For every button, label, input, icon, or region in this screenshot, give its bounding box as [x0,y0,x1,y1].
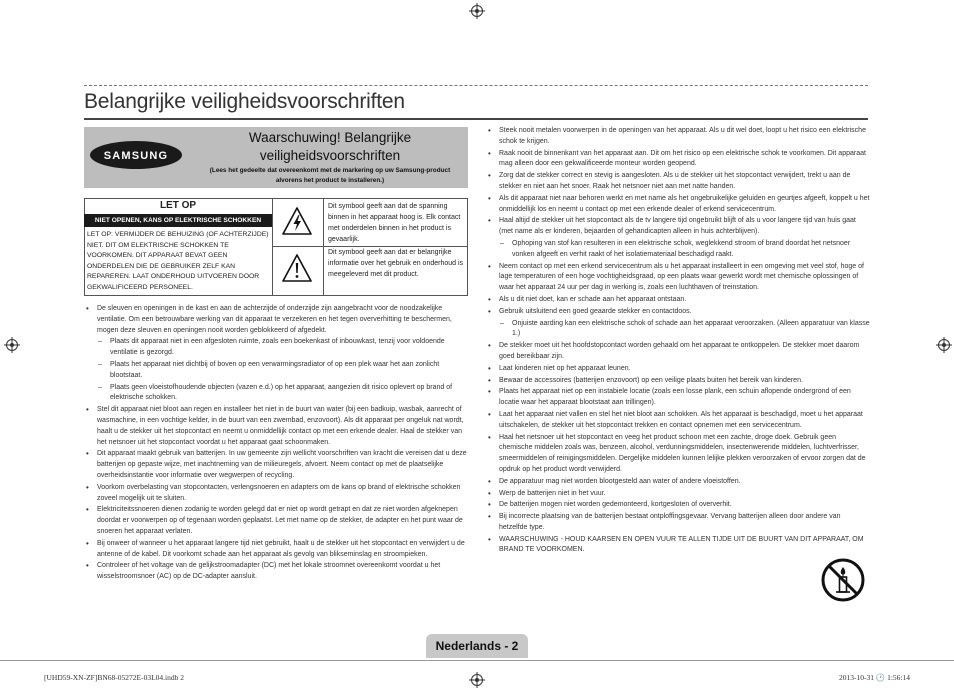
list-item: • Laat kinderen niet op het apparaat leunen. [486,364,870,375]
warning-title: Waarschuwing! Belangrijke veiligheidsvoorschriften [248,130,412,163]
list-item: • Gebruik uitsluitend een goed geaarde stekker en contactdoos. [486,307,870,318]
warning-subtitle: (Lees het gedeelte dat overeenkomt met de markering op uw Samsung-product alvorens het product te installeren.) [209,167,451,184]
page-number-badge: Nederlands - 2 [426,634,528,658]
caution-text: LET OP: VERMIJDER DE BEHUIZING (OF ACHTERZIJDE) NIET. DIT OM ELEKTRISCHE SCHOKKEN TE VOORKOMEN. DIT APPARAAT BEVAT GEEN ONDERDELEN DIE DE GEBRUIKER ZELF KAN REPAREREN. LAAT ONDERHOUD UITVOEREN DOOR GEKWALIFICEERD PERSONEEL. [87,231,269,291]
svg-text:SAMSUNG: SAMSUNG [103,150,169,162]
list-item: • Controleer of het voltage van de gelijkstroomadapter (DC) met het lokale stroomnet overeenkomt voordat u het wisselstroomsnoer (AC) op de DC-adapter aansluit. [84,561,468,583]
title-rule [84,118,868,120]
list-item: • Neem contact op met een erkend servicecentrum als u het apparaat installeert in een omgeving met veel stof, hoge of lage temperaturen of een hoge vochtigheidsgraad, op een plaats waar gewerkt wordt met chemische oplossingen of waar het apparaat 24 uur per dag in werking is, zoals een luchthaven of treinstation. [486,262,870,294]
list-item: • Bij onweer of wanneer u het apparaat langere tijd niet gebruikt, haalt u de stekker uit het stopcontact en verwijdert u de antenne of de kabel. Dit voorkomt schade aan het apparaat als gevolg van blikseminslag en stroompieken. [84,539,468,561]
samsung-logo [88,139,184,171]
footer-file-label: [UHD59-XN-ZF]BN68-05272E-03L04.indb 2 [44,673,184,682]
list-item: • WAARSCHUWING - HOUD KAARSEN EN OPEN VUUR TE ALLEN TIJDE UIT DE BUURT VAN DIT APPARAAT, OM BRAND TE VOORKOMEN. [486,535,870,557]
list-item: • Laat het apparaat niet vallen en stel het niet bloot aan schokken. Als het apparaat is beschadigd, moet u het apparaat uitschakelen, de stekker uit het stopcontact trekken en contact opnemen met een servicecentrum. [486,410,870,432]
list-item: • Stel dit apparaat niet bloot aan regen en installeer het niet in de buurt van water (bij een badkuip, wasbak, aanrecht of wasmachine, in een vochtige kelder, in de buurt van een zwembad, enzovoort). Als dit apparaat per ongeluk nat wordt, haalt u de stekker uit het stopcontact en neemt u onmiddellijk contact op met een erkende dealer. Haal de stekker van het netsnoer uit het stopcontact voordat u het apparaat gaat schoonmaken. [84,405,468,448]
sub-list-item: – Plaats geen vloeistofhoudende objecten (vazen e.d.) op het apparaat, aangezien dit risico oplevert op brand of elektrische schokken. [84,383,468,405]
list-item: • Elektriciteitssnoeren dienen zodanig te worden gelegd dat er niet op wordt getrapt en dat ze niet worden afgeknepen doordat er voorwerpen op of tegenaan worden geplaatst. Let met name op de stekker, de adapter en het punt waar de snoeren het apparaat verlaten. [84,505,468,537]
registration-mark-icon [469,3,485,19]
list-item: • Dit apparaat maakt gebruik van batterijen. In uw gemeente zijn wellicht voorschriften van kracht die vereisen dat u deze batterijen op gepaste wijze, met inachtneming van de milieuregels, afvoert. Neem contact op met de plaatselijke overheidsinstantie voor informatie over wegwerpen of recycling. [84,449,468,481]
list-item: • Haal het netsnoer uit het stopcontact en veeg het product schoon met een zachte, droge doek. Gebruik geen chemische middelen zoals was, benzeen, alcohol, verdunningsmiddelen, insectenwerende middelen, luchtverfrisser, smeermiddelen of reinigingsmiddelen. Dergelijke middelen kunnen lelijke plekken veroorzaken of ervoor zorgen dat de opdruk op het product wordt verwijderd. [486,433,870,476]
registration-mark-icon [936,337,952,353]
list-item: • De batterijen mogen niet worden gedemonteerd, kortgesloten of oververhit. [486,500,870,511]
footer-timestamp: 2013-10-31 🕑 1:56:14 [838,673,910,682]
list-item: • Haal altijd de stekker uit het stopcontact als de tv langere tijd ongebruikt blijft of als u voor langere tijd van huis gaat (met name als er kinderen, bejaarden of gehandicapten alleen in huis achterblijven). [486,216,870,238]
list-item: • Bewaar de accessoires (batterijen enzovoort) op een veilige plaats buiten het bereik van kinderen. [486,376,870,387]
registration-mark-icon [469,672,485,688]
page-title: Belangrijke veiligheidsvoorschriften [84,90,405,113]
high-voltage-warning-icon [281,206,313,236]
footer-rule [0,660,954,661]
list-item: • Bij incorrecte plaatsing van de batterijen bestaat ontploffingsgevaar. Vervang batterijen alleen door andere van hetzelfde type. [486,512,870,534]
caution-title: LET OP [159,200,197,211]
top-dashed-rule [84,85,868,86]
list-item: • Zorg dat de stekker correct en stevig is aangesloten. Als u de stekker uit het stopcontact verwijdert, trekt u aan de stekker en niet aan het snoer. Raak het netsnoer niet aan met natte handen. [486,171,870,193]
left-column [84,304,468,584]
registration-mark-icon [4,337,20,353]
exclamation-warning-icon [281,253,313,283]
list-item: • Raak nooit de binnenkant van het apparaat aan. Dit om het risico op een elektrische schok te voorkomen. Dit apparaat mag alleen door een gekwalificeerde monteur worden geopend. [486,149,870,171]
right-column [486,126,870,557]
list-item: • Werp de batterijen niet in het vuur. [486,489,870,500]
list-item: • Als dit apparaat niet naar behoren werkt en met name als het ongebruikelijke geluiden en geurtjes afgeeft, koppelt u het onmiddellijk los en neemt u contact op met een erkende dealer of erkend servicecentrum. [486,194,870,216]
no-open-flame-icon [820,557,866,603]
symbol2-description: Dit symbool geeft aan dat er belangrijke informatie over het gebruik en onderhoud is meegeleverd met dit product. [328,249,464,278]
list-item: • Steek nooit metalen voorwerpen in de openingen van het apparaat. Als u dit wel doet, loopt u het risico een elektrische schok te krijgen. [486,126,870,148]
symbol1-description: Dit symbool geeft aan dat de spanning binnen in het apparaat hoog is. Elk contact met onderdelen binnen in het product is gevaarlijk. [328,203,461,243]
left-list [84,304,468,583]
sub-list-item: – Plaats het apparaat niet dichtbij of boven op een verwarmingsradiator of op een plek waar het aan zonlicht blootstaat. [84,360,468,382]
divider [272,198,273,296]
list-item: • De apparatuur mag niet worden blootgesteld aan water of andere vloeistoffen. [486,477,870,488]
list-item: • De stekker moet uit het hoofdstopcontact worden gehaald om het apparaat te ontkoppelen. De stekker moet daarom goed bereikbaar zijn. [486,341,870,363]
right-list [486,126,870,556]
list-item: • Plaats het apparaat niet op een instabiele locatie (zoals een losse plank, een schuin aflopende ondergrond of een locatie waar het apparaat blootstaat aan trillingen). [486,387,870,409]
list-item: • De sleuven en openingen in de kast en aan de achterzijde of onderzijde zijn aangebracht voor de noodzakelijke ventilatie. Om een betrouwbare werking van dit apparaat te verzekeren en het tegen oververhitting te beschermen, mogen deze sleuven en openingen nooit worden geblokkeerd of afgedekt. [84,304,468,336]
sub-list-item: – Onjuiste aarding kan een elektrische schok of schade aan het apparaat veroorzaken. (Alleen apparatuur van klasse 1.) [486,319,870,341]
caution-bar: NIET OPENEN, KANS OP ELEKTRISCHE SCHOKKEN [84,214,272,227]
sub-list-item: – Plaats dit apparaat niet in een afgesloten ruimte, zoals een boekenkast of inbouwkast, tenzij voor voldoende ventilatie is gezorgd. [84,337,468,359]
sub-list-item: – Ophoping van stof kan resulteren in een elektrische schok, weglekkend stroom of brand doordat het netsnoer vonken afgeeft en verhit raakt of het isolatiemateriaal beschadigd raakt. [486,239,870,261]
list-item: • Voorkom overbelasting van stopcontacten, verlengsnoeren en adapters om de kans op brand of elektrische schokken zoveel mogelijk uit te sluiten. [84,483,468,505]
divider [323,198,324,296]
list-item: • Als u dit niet doet, kan er schade aan het apparaat ontstaan. [486,295,870,306]
